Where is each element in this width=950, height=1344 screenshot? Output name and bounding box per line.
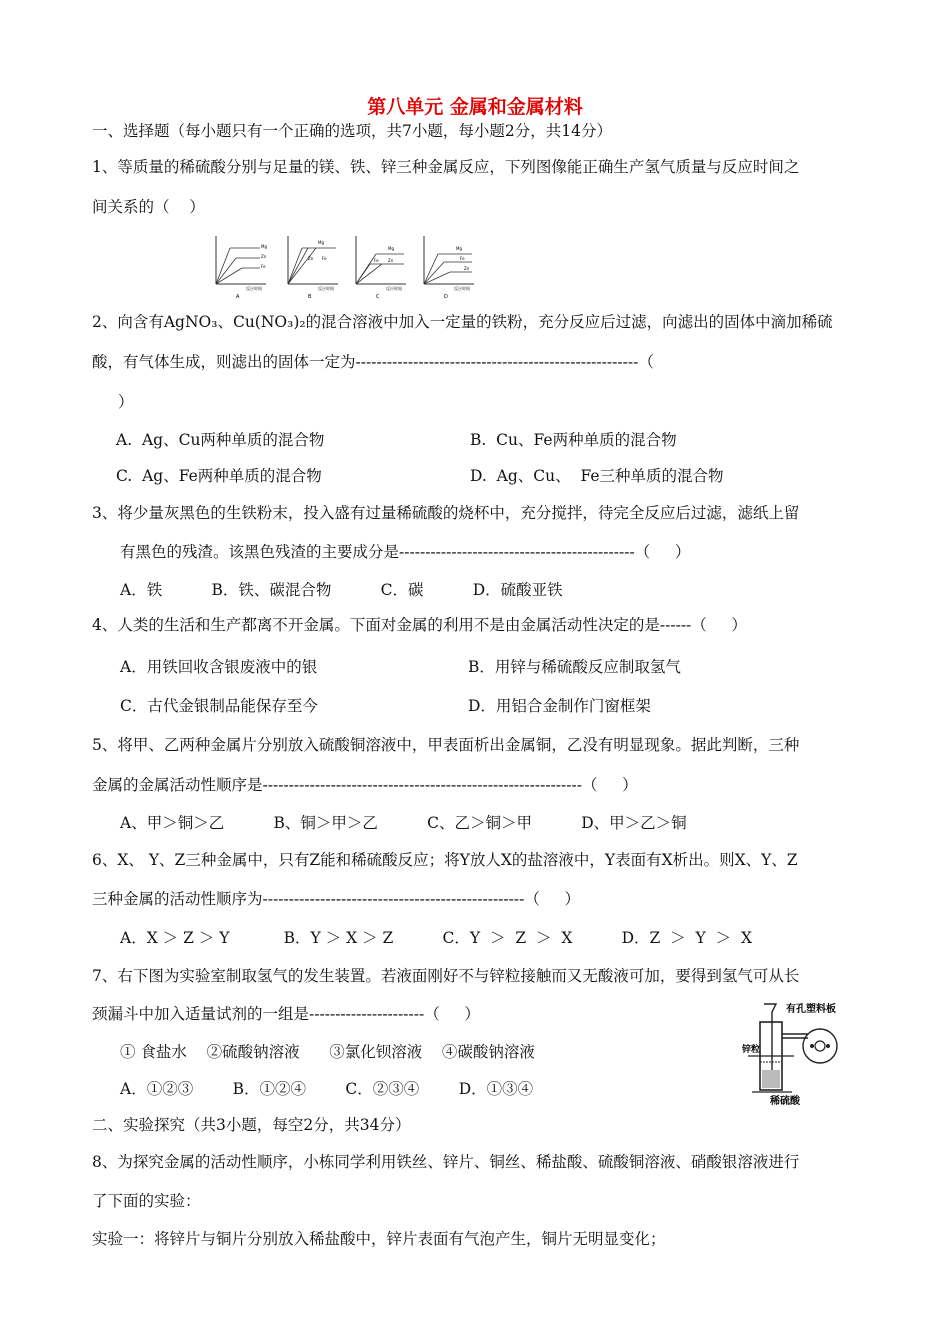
q4-option-b: B．用锌与稀硫酸反应制取氢气 <box>468 658 681 676</box>
q1-graph-c-mg: Mg <box>388 246 394 251</box>
q1-graph-c-zn: Zn <box>388 258 394 263</box>
q1-graph-a <box>216 236 267 300</box>
q5-text-line2: 金属的金属活动性顺序是-------------------------------------------------------------（ ） <box>92 776 638 794</box>
q4-option-d: D．用铝合金制作门窗框架 <box>468 697 651 715</box>
apparatus-label-plate: 有孔塑料板 <box>786 1004 836 1015</box>
q7-options: A．①②③ B．①②④ C．②③④ D．①③④ <box>120 1080 534 1098</box>
q1-graph-d-mg: Mg <box>456 246 462 251</box>
q1-graph-c-xaxis: 反应时间 <box>386 286 402 291</box>
q7-text-line2: 颈漏斗中加入适量试剂的一组是----------------------（ ） <box>92 1005 480 1023</box>
q3-text-line1: 3、将少量灰黑色的生铁粉末，投入盛有过量稀硫酸的烧杯中，充分搅拌，待完全反应后过滤，滤纸上留 <box>92 504 800 522</box>
apparatus-label-acid: 稀硫酸 <box>770 1096 800 1106</box>
q5-text-line1: 5、将甲、乙两种金属片分别放入硫酸铜溶液中，甲表面析出金属铜，乙没有明显现象。据此判断，三种 <box>92 736 800 754</box>
q1-graph-a-label: A <box>236 294 240 300</box>
q1-graphs <box>208 232 478 302</box>
q1-graph-b-mg: Mg <box>318 240 324 245</box>
q2-text-line1: 2、向含有AgNO₃、Cu(NO₃)₂的混合溶液中加入一定量的铁粉，充分反应后过滤，向滤出的固体中滴加稀硫 <box>92 313 833 331</box>
apparatus-label-zinc: 锌粒 <box>742 1045 761 1055</box>
q1-graph-b-label: B <box>308 294 312 300</box>
q1-text-line2: 间关系的（ ） <box>92 198 205 216</box>
hydrogen-apparatus-figure <box>742 1000 860 1106</box>
q7-choices: ① 食盐水 ②硫酸钠溶液 ③氯化钡溶液 ④碳酸钠溶液 <box>120 1043 535 1061</box>
q2-option-c: C. Ag、Fe两种单质的混合物 <box>116 467 322 485</box>
q7-text-line1: 7、右下图为实验室制取氢气的发生装置。若液面刚好不与锌粒接触而又无酸液可加，要得到氢气可从长 <box>92 967 800 985</box>
q2-text-line3: ） <box>118 393 134 411</box>
q1-graph-b <box>288 236 338 300</box>
q1-graph-d-xaxis: 反应时间 <box>454 286 470 291</box>
q1-graph-d-zn: Zn <box>464 266 470 271</box>
q3-options: A．铁 B．铁、碳混合物 C．碳 D．硫酸亚铁 <box>120 581 563 599</box>
q2-text-line2: 酸，有气体生成，则滤出的固体一定为------------------------------------------------------（ <box>92 353 654 371</box>
q1-graph-d-label: D <box>444 294 448 300</box>
q1-graph-c <box>356 236 406 300</box>
q1-graph-a-xaxis: 反应时间 <box>246 286 262 291</box>
q6-text-line1: 6、X、 Y、Z三种金属中，只有Z能和稀硫酸反应；将Y放人X的盐溶液中，Y表面有X析出。则X、Y、Z <box>92 851 798 869</box>
q1-graph-a-mg: Mg <box>261 244 267 249</box>
section-2-heading: 二、实验探究（共3小题，每空2分，共34分） <box>92 1116 411 1134</box>
q1-graph-c-fe: Fe <box>374 258 379 263</box>
q2-option-a: A. Ag、Cu两种单质的混合物 <box>116 431 325 449</box>
q1-graph-b-zn: Zn <box>308 256 314 261</box>
q1-graph-a-fe: Fe <box>261 264 266 269</box>
q1-graph-d-fe: Fe <box>460 256 465 261</box>
page-title: 第八单元 金属和金属材料 <box>367 96 583 118</box>
q1-graph-b-xaxis: 反应时间 <box>318 286 334 291</box>
q1-graph-c-label: C <box>376 294 380 300</box>
q8-experiment-1: 实验一：将锌片与铜片分别放入稀盐酸中，锌片表面有气泡产生，铜片无明显变化； <box>92 1230 666 1248</box>
q1-text-line1: 1、等质量的稀硫酸分别与足量的镁、铁、锌三种金属反应，下列图像能正确生产氢气质量与反应时间之 <box>92 158 800 176</box>
q2-option-b: B. Cu、Fe两种单质的混合物 <box>470 431 677 449</box>
q1-graph-b-fe: Fe <box>322 256 327 261</box>
q8-text-line1: 8、为探究金属的活动性顺序，小栋同学利用铁丝、锌片、铜丝、稀盐酸、硫酸铜溶液、硝酸银溶液进行 <box>92 1153 800 1171</box>
q1-graph-a-zn: Zn <box>261 254 267 259</box>
q4-option-a: A．用铁回收含银废液中的银 <box>120 658 318 676</box>
q6-options: A．X ＞ Z ＞ Y B．Y ＞ X ＞ Z C．Y ＞ Z ＞ X D．Z ＞ Y ＞ X <box>120 929 753 947</box>
q1-graph-d <box>424 236 474 300</box>
section-1-heading: 一、选择题（每小题只有一个正确的选项，共7小题，每小题2分，共14分） <box>92 122 612 140</box>
q8-text-line2: 了下面的实验： <box>92 1192 201 1210</box>
q3-text-line2: 有黑色的残渣。该黑色残渣的主要成分是---------------------------------------------（ ） <box>120 543 691 561</box>
q4-option-c: C．古代金银制品能保存至今 <box>120 697 318 715</box>
q4-text-line1: 4、人类的生活和生产都离不开金属。下面对金属的利用不是由金属活动性决定的是------（ ） <box>92 616 747 634</box>
q5-options: A、甲＞铜＞乙 B、铜＞甲＞乙 C、乙＞铜＞甲 D、甲＞乙＞铜 <box>120 814 687 832</box>
q2-option-d: D. Ag、Cu、 Fe三种单质的混合物 <box>470 467 724 485</box>
q6-text-line2: 三种金属的活动性顺序为--------------------------------------------------（ ） <box>92 890 581 908</box>
